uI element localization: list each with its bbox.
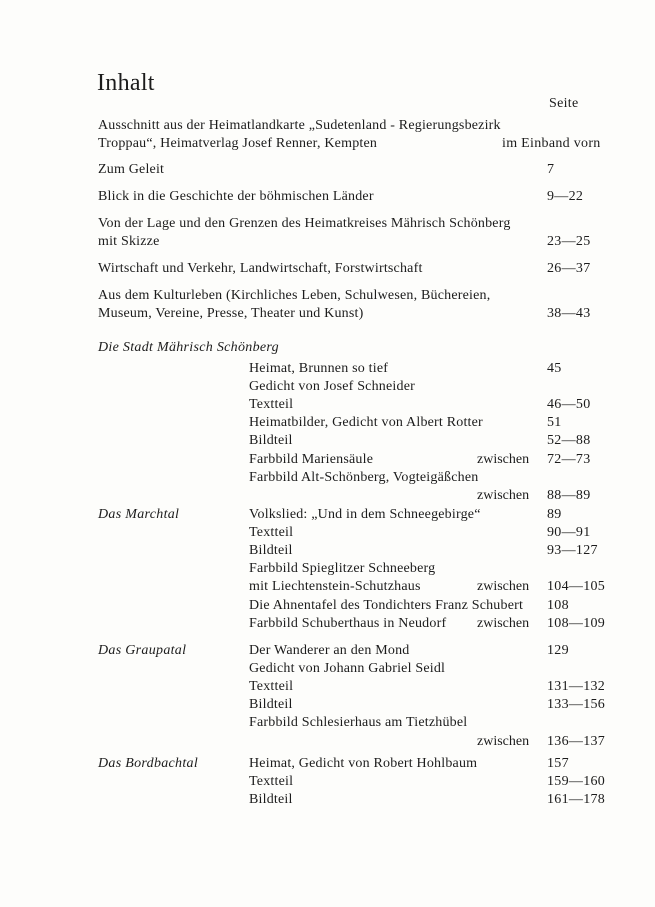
page-column-header: Seite <box>549 96 579 111</box>
toc-subentry-page: 136—137 <box>547 733 606 749</box>
toc-entry-page: 7 <box>547 162 555 177</box>
toc-subentry-page: 129 <box>547 643 569 658</box>
section-heading: Das Graupatal <box>98 643 187 658</box>
toc-subentry-text: Bildteil <box>249 792 293 808</box>
toc-subentry-text: Volkslied: „Und in dem Schneegebirge“ <box>249 507 481 522</box>
toc-subentry-page: 72—73 <box>547 451 591 467</box>
toc-subentry-page: 108 <box>547 597 569 613</box>
toc-subentry-page: 133—156 <box>547 697 606 713</box>
toc-subentry-text: Bildteil <box>249 543 293 559</box>
toc-entry-text: Zum Geleit <box>98 162 165 177</box>
toc-subentry-page: 161—178 <box>547 792 606 808</box>
section-heading: Das Marchtal <box>98 507 180 522</box>
toc-subentry-text: Farbbild Spieglitzer Schneeberg <box>249 561 436 577</box>
toc-subentry-page: 88—89 <box>547 487 591 503</box>
toc-entry-page: 38—43 <box>547 306 591 321</box>
toc-subentry-page: 45 <box>547 361 562 376</box>
toc-subentry-text: mit Liechtenstein-Schutzhaus <box>249 579 421 595</box>
section-heading: Die Stadt Mährisch Schönberg <box>98 340 279 355</box>
toc-subentry-text: Farbbild Alt-Schönberg, Vogteigäßchen <box>249 469 479 485</box>
toc-subentry-text: Die Ahnentafel des Tondichters Franz Schubert <box>249 597 524 613</box>
toc-entry-text: Wirtschaft und Verkehr, Landwirtschaft, Forstwirtschaft <box>98 261 423 276</box>
toc-subentry-page: 89 <box>547 507 562 522</box>
toc-subentry-text: Farbbild Schuberthaus in Neudorf <box>249 615 447 631</box>
toc-subentry-text: Gedicht von Johann Gabriel Seidl <box>249 661 446 677</box>
page-title: Inhalt <box>97 70 155 96</box>
toc-subentry-page: 46—50 <box>547 397 591 413</box>
toc-entry-text: mit Skizze <box>98 234 160 249</box>
toc-subentry-text: Der Wanderer an den Mond <box>249 643 410 658</box>
toc-subentry-page: 104—105 <box>547 579 606 595</box>
toc-subentry-page: 90—91 <box>547 525 591 541</box>
section-heading: Das Bordbachtal <box>98 756 199 771</box>
toc-subentry-page: 131—132 <box>547 679 606 695</box>
toc-subentry-page: 108—109 <box>547 615 606 631</box>
toc-subentry-text: Gedicht von Josef Schneider <box>249 379 415 395</box>
toc-subentry-text: Heimatbilder, Gedicht von Albert Rotter <box>249 415 483 431</box>
toc-subentry-text: Farbbild Mariensäule <box>249 451 374 467</box>
toc-entry-text: Museum, Vereine, Presse, Theater und Kunst) <box>98 306 364 321</box>
zwischen-label: zwischen <box>477 615 530 631</box>
toc-entry-page: 9—22 <box>547 189 584 204</box>
toc-entry-text: Aus dem Kulturleben (Kirchliches Leben, Schulwesen, Büchereien, <box>98 288 491 303</box>
toc-entry-page: 23—25 <box>547 234 591 249</box>
toc-subentry-text: Textteil <box>249 774 294 790</box>
zwischen-label: zwischen <box>477 487 530 503</box>
toc-subentry-page: 52—88 <box>547 433 591 449</box>
toc-subentry-text: Textteil <box>249 679 294 695</box>
toc-subentry-page: 51 <box>547 415 562 431</box>
toc-subentry-text: Bildteil <box>249 697 293 713</box>
toc-subentry-text: Bildteil <box>249 433 293 449</box>
zwischen-label: zwischen <box>477 579 530 595</box>
zwischen-label: zwischen <box>477 451 530 467</box>
toc-subentry-text: Textteil <box>249 525 294 541</box>
toc-entry-page: 26—37 <box>547 261 591 276</box>
toc-entry-text: Ausschnitt aus der Heimatlandkarte „Sudetenland - Regierungsbezirk <box>98 118 501 133</box>
toc-subentry-text: Heimat, Gedicht von Robert Hohlbaum <box>249 756 478 771</box>
toc-subentry-text: Heimat, Brunnen so tief <box>249 361 389 376</box>
toc-subentry-page: 159—160 <box>547 774 606 790</box>
toc-subentry-page: 157 <box>547 756 569 771</box>
toc-entry-text: Blick in die Geschichte der böhmischen Länder <box>98 189 374 204</box>
toc-subentry-text: Farbbild Schlesierhaus am Tietzhübel <box>249 715 468 731</box>
zwischen-label: zwischen <box>477 733 530 749</box>
toc-entry-text: Troppau“, Heimatverlag Josef Renner, Kempten <box>98 136 378 151</box>
toc-subentry-text: Textteil <box>249 397 294 413</box>
toc-subentry-page: 93—127 <box>547 543 598 559</box>
toc-entry-page: im Einband vorn <box>502 136 601 151</box>
toc-entry-text: Von der Lage und den Grenzen des Heimatkreises Mährisch Schönberg <box>98 216 511 231</box>
